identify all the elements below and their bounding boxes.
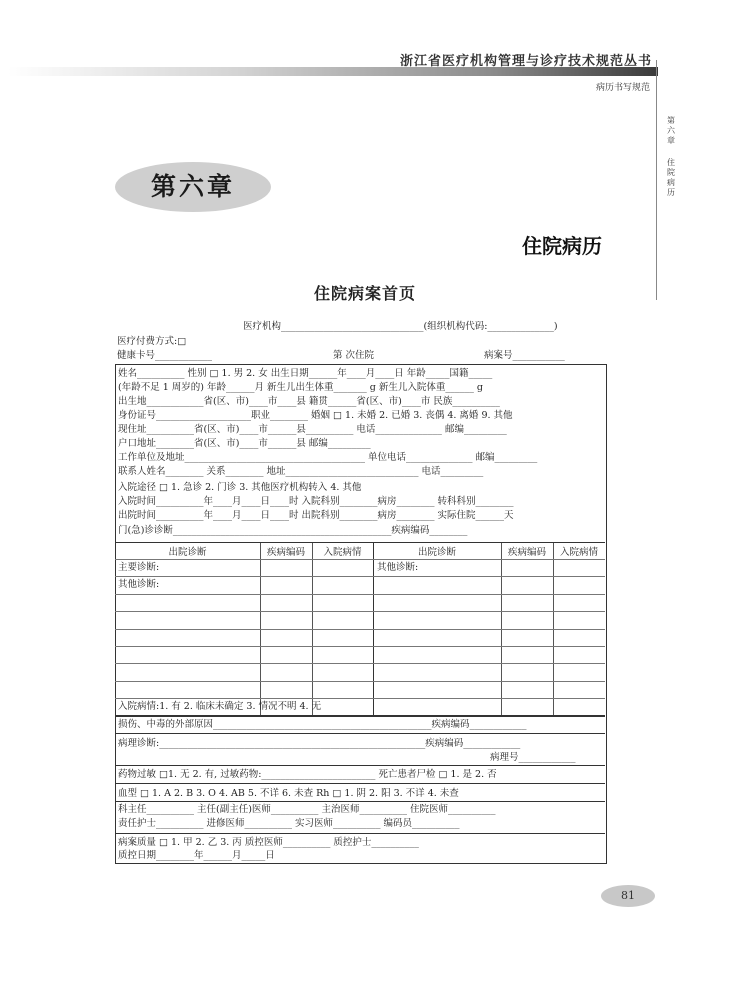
chapter-title: 第六章	[150, 172, 235, 201]
section-title: 住院病历	[522, 234, 602, 258]
row-admission-route: 入院途径 □ 1. 急诊 2. 门诊 3. 其他医疗机构转入 4. 其他	[118, 482, 362, 493]
row-qc-date: 质控日期________年______月_____日	[118, 850, 275, 861]
row-pathology: 病理诊断:________________________________________________________疾病编码____________	[118, 738, 521, 749]
col-admission-status-2: 入院病情	[559, 547, 598, 558]
row-blood-type: 血型 □ 1. A 2. B 3. O 4. AB 5. 不详 6. 未查 Rh □ 1. 阴 2. 阳 3. 不详 4. 未查	[118, 788, 459, 799]
other-diagnosis-label-right: 其他诊断:	[377, 562, 419, 573]
side-chapter-label: 第六章	[667, 116, 675, 145]
row-household: 户口地址________省(区、市)____市______县 邮编_________	[118, 438, 371, 449]
col-disease-code: 疾病编码	[266, 547, 305, 558]
running-subtitle: 病历书写规范	[595, 83, 650, 93]
row-workplace: 工作单位及地址______________________________________ 单位电话______________ 邮编_________	[118, 452, 538, 463]
side-section-label: 住院病历	[667, 158, 675, 197]
row-address: 现住址__________省(区、市)____市______县__________ 电话______________ 邮编_________	[118, 424, 507, 435]
row-allergy: 药物过敏 □1. 无 2. 有, 过敏药物:________________________ 死亡患者尸检 □ 1. 是 2. 否	[118, 769, 497, 780]
admission-status-legend: 入院病情:1. 有 2. 临床未确定 3. 情况不明 4. 无	[118, 701, 322, 712]
row-external-cause: 损伤、中毒的外部原因______________________________________________疾病编码____________	[118, 719, 527, 730]
col-disease-code-2: 疾病编码	[507, 547, 546, 558]
diagnosis-table	[115, 542, 605, 716]
form-title: 住院病案首页	[313, 284, 416, 303]
side-rule	[656, 60, 657, 300]
other-diagnosis-label: 其他诊断:	[118, 579, 160, 590]
row-doctors: 科主任__________ 主任(副主任)医师__________ 主治医师__________ 住院医师__________	[118, 804, 496, 815]
page-number: 81	[621, 889, 635, 902]
col-admission-status: 入院病情	[323, 547, 362, 558]
row-infant: (年龄不足 1 周岁的) 年龄______月 新生儿出生体重_______ g 新生儿入院体重______ g	[118, 382, 484, 393]
series-title: 浙江省医疗机构管理与诊疗技术规范丛书	[399, 54, 652, 69]
health-card: 健康卡号____________	[117, 350, 213, 361]
row-quality: 病案质量 □ 1. 甲 2. 乙 3. 丙 质控医师__________ 质控护士__________	[118, 837, 419, 848]
main-diagnosis-label: 主要诊断:	[118, 562, 160, 573]
payment-method: 医疗付费方式:□	[117, 336, 187, 347]
row-admission-time: 入院时间__________年____月____日____时 入院科别________病房________ 转科科别________	[118, 496, 514, 507]
col-discharge-diag: 出院诊断	[168, 547, 207, 558]
side-tab	[664, 116, 678, 198]
row-pathology-no: 病理号____________	[490, 752, 576, 763]
row-contact: 联系人姓名________ 关系________ 地址____________________________ 电话_________	[118, 466, 484, 477]
row-name: 姓名__________ 性别 □ 1. 男 2. 女 出生日期______年____月____日 年龄_____国籍_____	[118, 368, 493, 379]
case-number: 病案号___________	[484, 350, 565, 361]
row-outpatient-diag: 门(急)诊诊断______________________________________________疾病编码________	[118, 525, 468, 536]
col-discharge-diag-2: 出院诊断	[417, 547, 456, 558]
admission-count: 第 次住院	[333, 350, 375, 361]
row-discharge-time: 出院时间__________年____月____日____时 出院科别________病房________ 实际住院______天	[118, 510, 514, 521]
row-nurses: 责任护士__________ 进修医师__________ 实习医师__________ 编码员__________	[118, 818, 460, 829]
row-id: 身份证号____________________职业________ 婚姻 □ 1. 未婚 2. 已婚 3. 丧偶 4. 离婚 9. 其他	[118, 410, 513, 421]
row-birthplace: 出生地____________省(区、市)____市____县 籍贯______省(区、市)____市 民族__________	[118, 396, 500, 407]
org-line: 医疗机构______________________________(组织机构代码:______________)	[243, 321, 558, 332]
